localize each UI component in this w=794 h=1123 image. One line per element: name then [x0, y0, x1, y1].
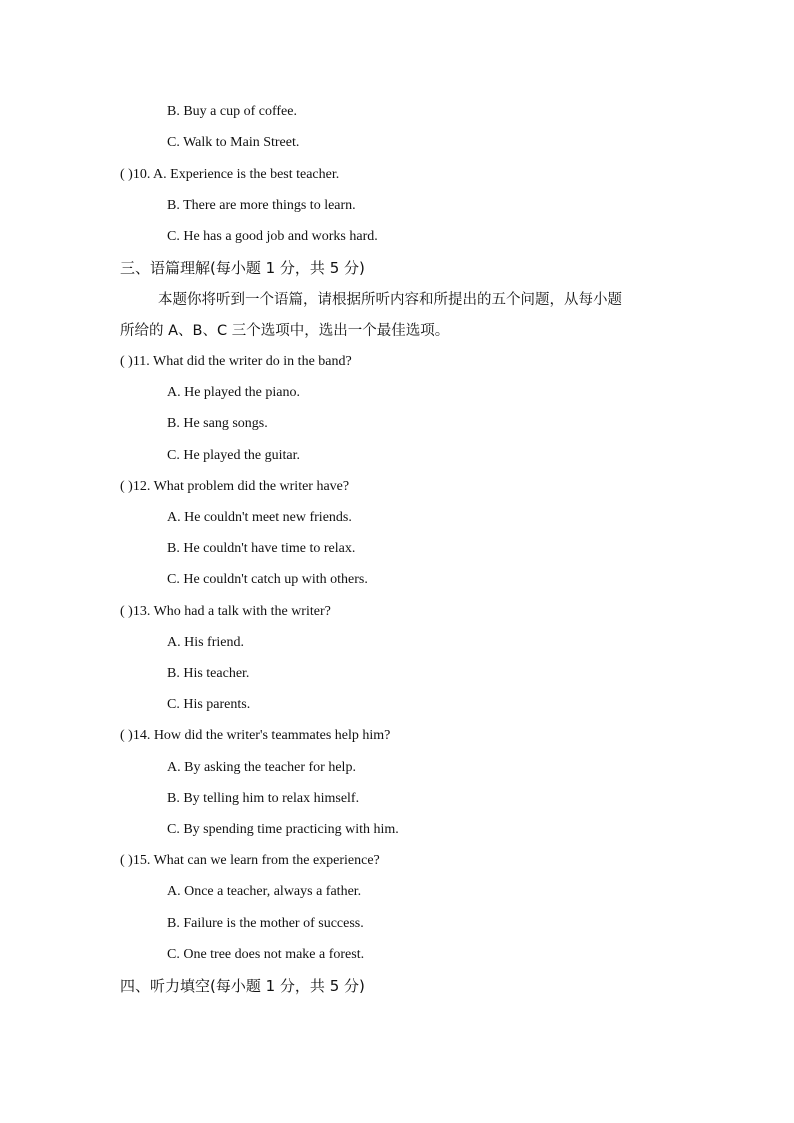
section3-instruction-line2: 所给的 A、B、C 三个选项中，选出一个最佳选项。	[120, 323, 450, 339]
q10-option-c: C. He has a good job and works hard.	[167, 229, 378, 244]
q14-option-c: C. By spending time practicing with him.	[167, 822, 399, 837]
section3-title: 三、语篇理解(每小题 1 分，共 5 分)	[120, 259, 365, 277]
q15-stem: ( )15. What can we learn from the experience?	[120, 853, 380, 868]
q11-option-b: B. He sang songs.	[167, 416, 268, 431]
q12-option-b: B. He couldn't have time to relax.	[167, 541, 356, 556]
q9-option-c: C. Walk to Main Street.	[167, 135, 300, 150]
q11-option-c: C. He played the guitar.	[167, 448, 300, 463]
q12-stem: ( )12. What problem did the writer have?	[120, 479, 350, 494]
section4-title: 四、听力填空(每小题 1 分，共 5 分)	[120, 977, 365, 995]
q13-option-a: A. His friend.	[167, 635, 244, 650]
section3-instruction-line1: 本题你将听到一个语篇，请根据所听内容和所提出的五个问题，从每小题	[158, 292, 622, 308]
q15-option-c: C. One tree does not make a forest.	[167, 947, 365, 962]
q9-option-b: B. Buy a cup of coffee.	[167, 104, 297, 119]
q14-stem: ( )14. How did the writer's teammates help him?	[120, 728, 391, 743]
q14-option-b: B. By telling him to relax himself.	[167, 791, 360, 806]
q15-option-a: A. Once a teacher, always a father.	[167, 884, 362, 899]
q10-option-b: B. There are more things to learn.	[167, 198, 356, 213]
q13-stem: ( )13. Who had a talk with the writer?	[120, 604, 331, 619]
q14-option-a: A. By asking the teacher for help.	[167, 760, 356, 775]
q11-stem: ( )11. What did the writer do in the band?	[120, 354, 352, 369]
q10-stem: ( )10. A. Experience is the best teacher.	[120, 167, 340, 182]
q13-option-c: C. His parents.	[167, 697, 251, 712]
q12-option-c: C. He couldn't catch up with others.	[167, 572, 368, 587]
q13-option-b: B. His teacher.	[167, 666, 250, 681]
q12-option-a: A. He couldn't meet new friends.	[167, 510, 352, 525]
q11-option-a: A. He played the piano.	[167, 385, 300, 400]
q15-option-b: B. Failure is the mother of success.	[167, 916, 364, 931]
